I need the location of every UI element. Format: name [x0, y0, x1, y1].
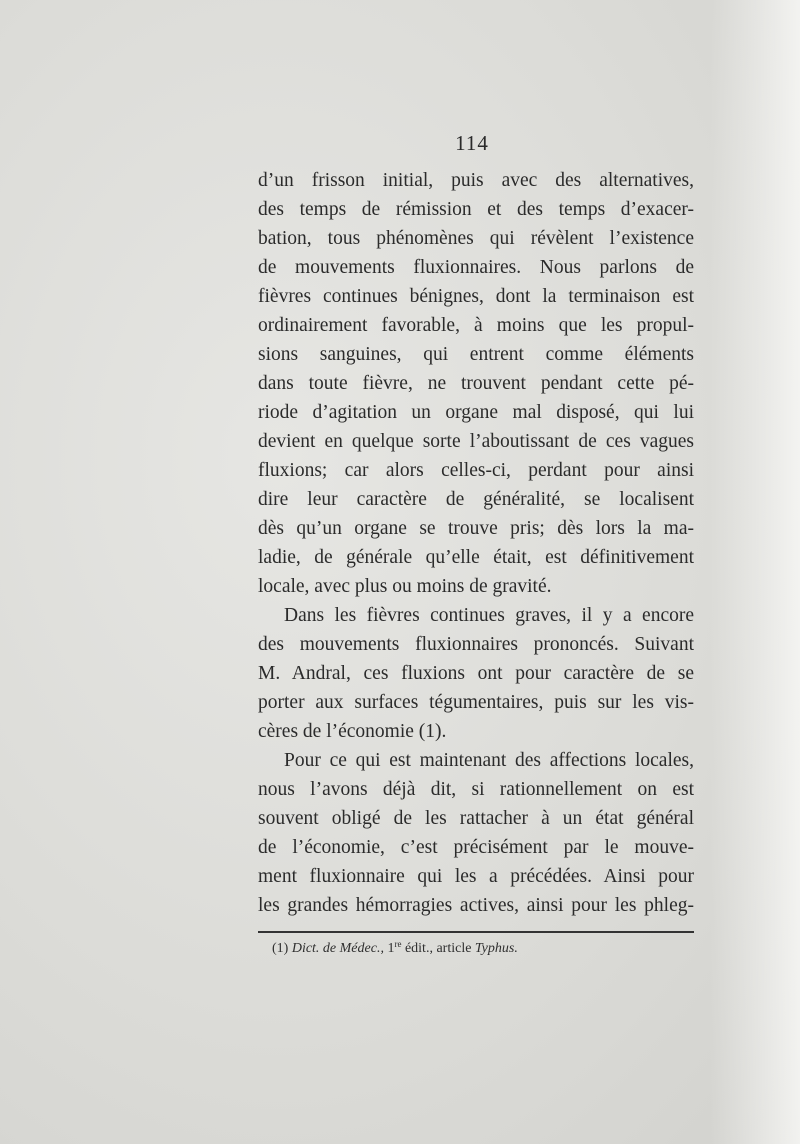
footnote: [272, 941, 692, 957]
text-line: fièvres continues bénignes, dont la terminaison est: [258, 286, 694, 307]
text-line: souvent obligé de les rattacher à un état général: [258, 808, 694, 829]
footnote-marker: (1): [272, 941, 289, 956]
page-number-text: 114: [455, 131, 489, 155]
text-line: porter aux surfaces tégumentaires, puis sur les vis-: [258, 692, 694, 713]
footnote-edition-text: édit., article: [401, 941, 472, 956]
page-number: [0, 131, 800, 156]
text-line: fluxions; car alors celles-ci, perdant pour ainsi: [258, 460, 694, 481]
paragraph-end-line: locale, avec plus ou moins de gravité.: [258, 576, 552, 597]
text-line: dans toute fièvre, ne trouvent pendant cette pé-: [258, 373, 694, 394]
text-line: ment fluxionnaire qui les a précédées. Ainsi pour: [258, 866, 694, 887]
page-edge-shading: [710, 0, 800, 1144]
footnote-edition-number: 1: [387, 941, 395, 956]
text-line: de l’économie, c’est précisément par le mouve-: [258, 837, 694, 858]
text-line: dire leur caractère de généralité, se localisent: [258, 489, 694, 510]
paragraph-start-line: Pour ce qui est maintenant des affections locales,: [284, 750, 694, 771]
text-line: devient en quelque sorte l’aboutissant de ces vagues: [258, 431, 694, 452]
text-line: ordinairement favorable, à moins que les propul-: [258, 315, 694, 336]
body-text: [258, 166, 694, 920]
footnote-edition-suffix: re: [394, 939, 402, 949]
text-line: bation, tous phénomènes qui révèlent l’existence: [258, 228, 694, 249]
paragraph-end-line: cères de l’économie (1).: [258, 721, 447, 742]
footnote-article-title: Typhus.: [474, 941, 518, 956]
text-line: nous l’avons déjà dit, si rationnellement on est: [258, 779, 694, 800]
text-line: ladie, de générale qu’elle était, est définitivement: [258, 547, 694, 568]
text-line: dès qu’un organe se trouve pris; dès lors la ma-: [258, 518, 694, 539]
text-line: des temps de rémission et des temps d’exacer-: [258, 199, 694, 220]
text-line: d’un frisson initial, puis avec des alternatives,: [258, 170, 694, 191]
text-line: sions sanguines, qui entrent comme éléments: [258, 344, 694, 365]
text-line: M. Andral, ces fluxions ont pour caractère de se: [258, 663, 694, 684]
paragraph-start-line: Dans les fièvres continues graves, il y a encore: [284, 605, 694, 626]
footnote-source: Dict. de Médec.,: [291, 941, 384, 956]
footnote-separator-rule: [258, 931, 694, 933]
text-line: riode d’agitation un organe mal disposé, qui lui: [258, 402, 694, 423]
text-line: les grandes hémorragies actives, ainsi pour les phleg-: [258, 895, 694, 916]
text-line: de mouvements fluxionnaires. Nous parlons de: [258, 257, 694, 278]
text-line: des mouvements fluxionnaires prononcés. Suivant: [258, 634, 694, 655]
